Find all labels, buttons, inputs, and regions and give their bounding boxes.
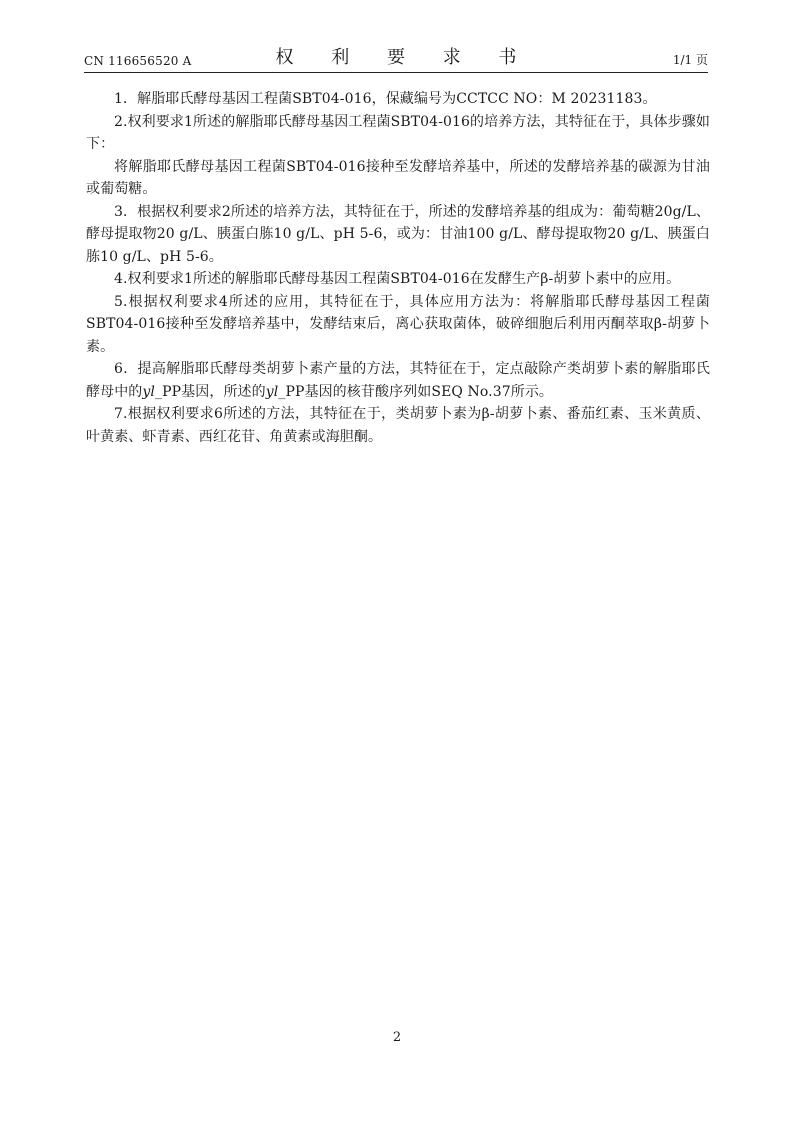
document-title: 权 利 要 求 书 bbox=[275, 47, 533, 68]
publication-number: CN 116656520 A bbox=[84, 54, 192, 68]
claim-3: 3．根据权利要求2所述的培养方法，其特征在于，所述的发酵培养基的组成为：葡萄糖20g/L、酵母提取物20 g/L、胰蛋白胨10 g/L、pH 5-6，或为：甘油100 g/L、酵母提取物20 g/L、胰蛋白胨10 g/L、pH 5-6。 bbox=[86, 203, 710, 265]
claim-7: 7.根据权利要求6所述的方法，其特征在于，类胡萝卜素为β-胡萝卜素、番茄红素、玉米黄质、叶黄素、虾青素、西红花苷、角黄素或海胆酮。 bbox=[86, 406, 710, 445]
claim-2-step: 将解脂耶氏酵母基因工程菌SBT04-016接种至发酵培养基中，所述的发酵培养基的碳源为甘油或葡萄糖。 bbox=[86, 158, 710, 197]
claim-2: 2.权利要求1所述的解脂耶氏酵母基因工程菌SBT04-016的培养方法，其特征在于，具体步骤如下： bbox=[86, 113, 710, 152]
page-number: 2 bbox=[392, 1030, 402, 1045]
page-header bbox=[84, 44, 708, 72]
claim-5: 5.根据权利要求4所述的应用，其特征在于，具体应用方法为：将解脂耶氏酵母基因工程菌SBT04-016接种至发酵培养基中，发酵结束后，离心获取菌体，破碎细胞后利用丙酮萃取β-胡萝卜素。 bbox=[86, 293, 710, 355]
claim-6: 6．提高解脂耶氏酵母类胡萝卜素产量的方法，其特征在于，定点敲除产类胡萝卜素的解脂耶氏酵母中的yl_PP基因，所述的yl_PP基因的核苷酸序列如SEQ No.37所示。 bbox=[86, 361, 710, 400]
page-indicator: 1/1 页 bbox=[672, 53, 708, 67]
claim-4: 4.权利要求1所述的解脂耶氏酵母基因工程菌SBT04-016在发酵生产β-胡萝卜素中的应用。 bbox=[114, 271, 681, 287]
claim-1: 1．解脂耶氏酵母基因工程菌SBT04-016，保藏编号为CCTCC NO：M 20231183。 bbox=[114, 91, 657, 107]
claims-body bbox=[86, 88, 710, 448]
header-divider bbox=[84, 72, 708, 73]
